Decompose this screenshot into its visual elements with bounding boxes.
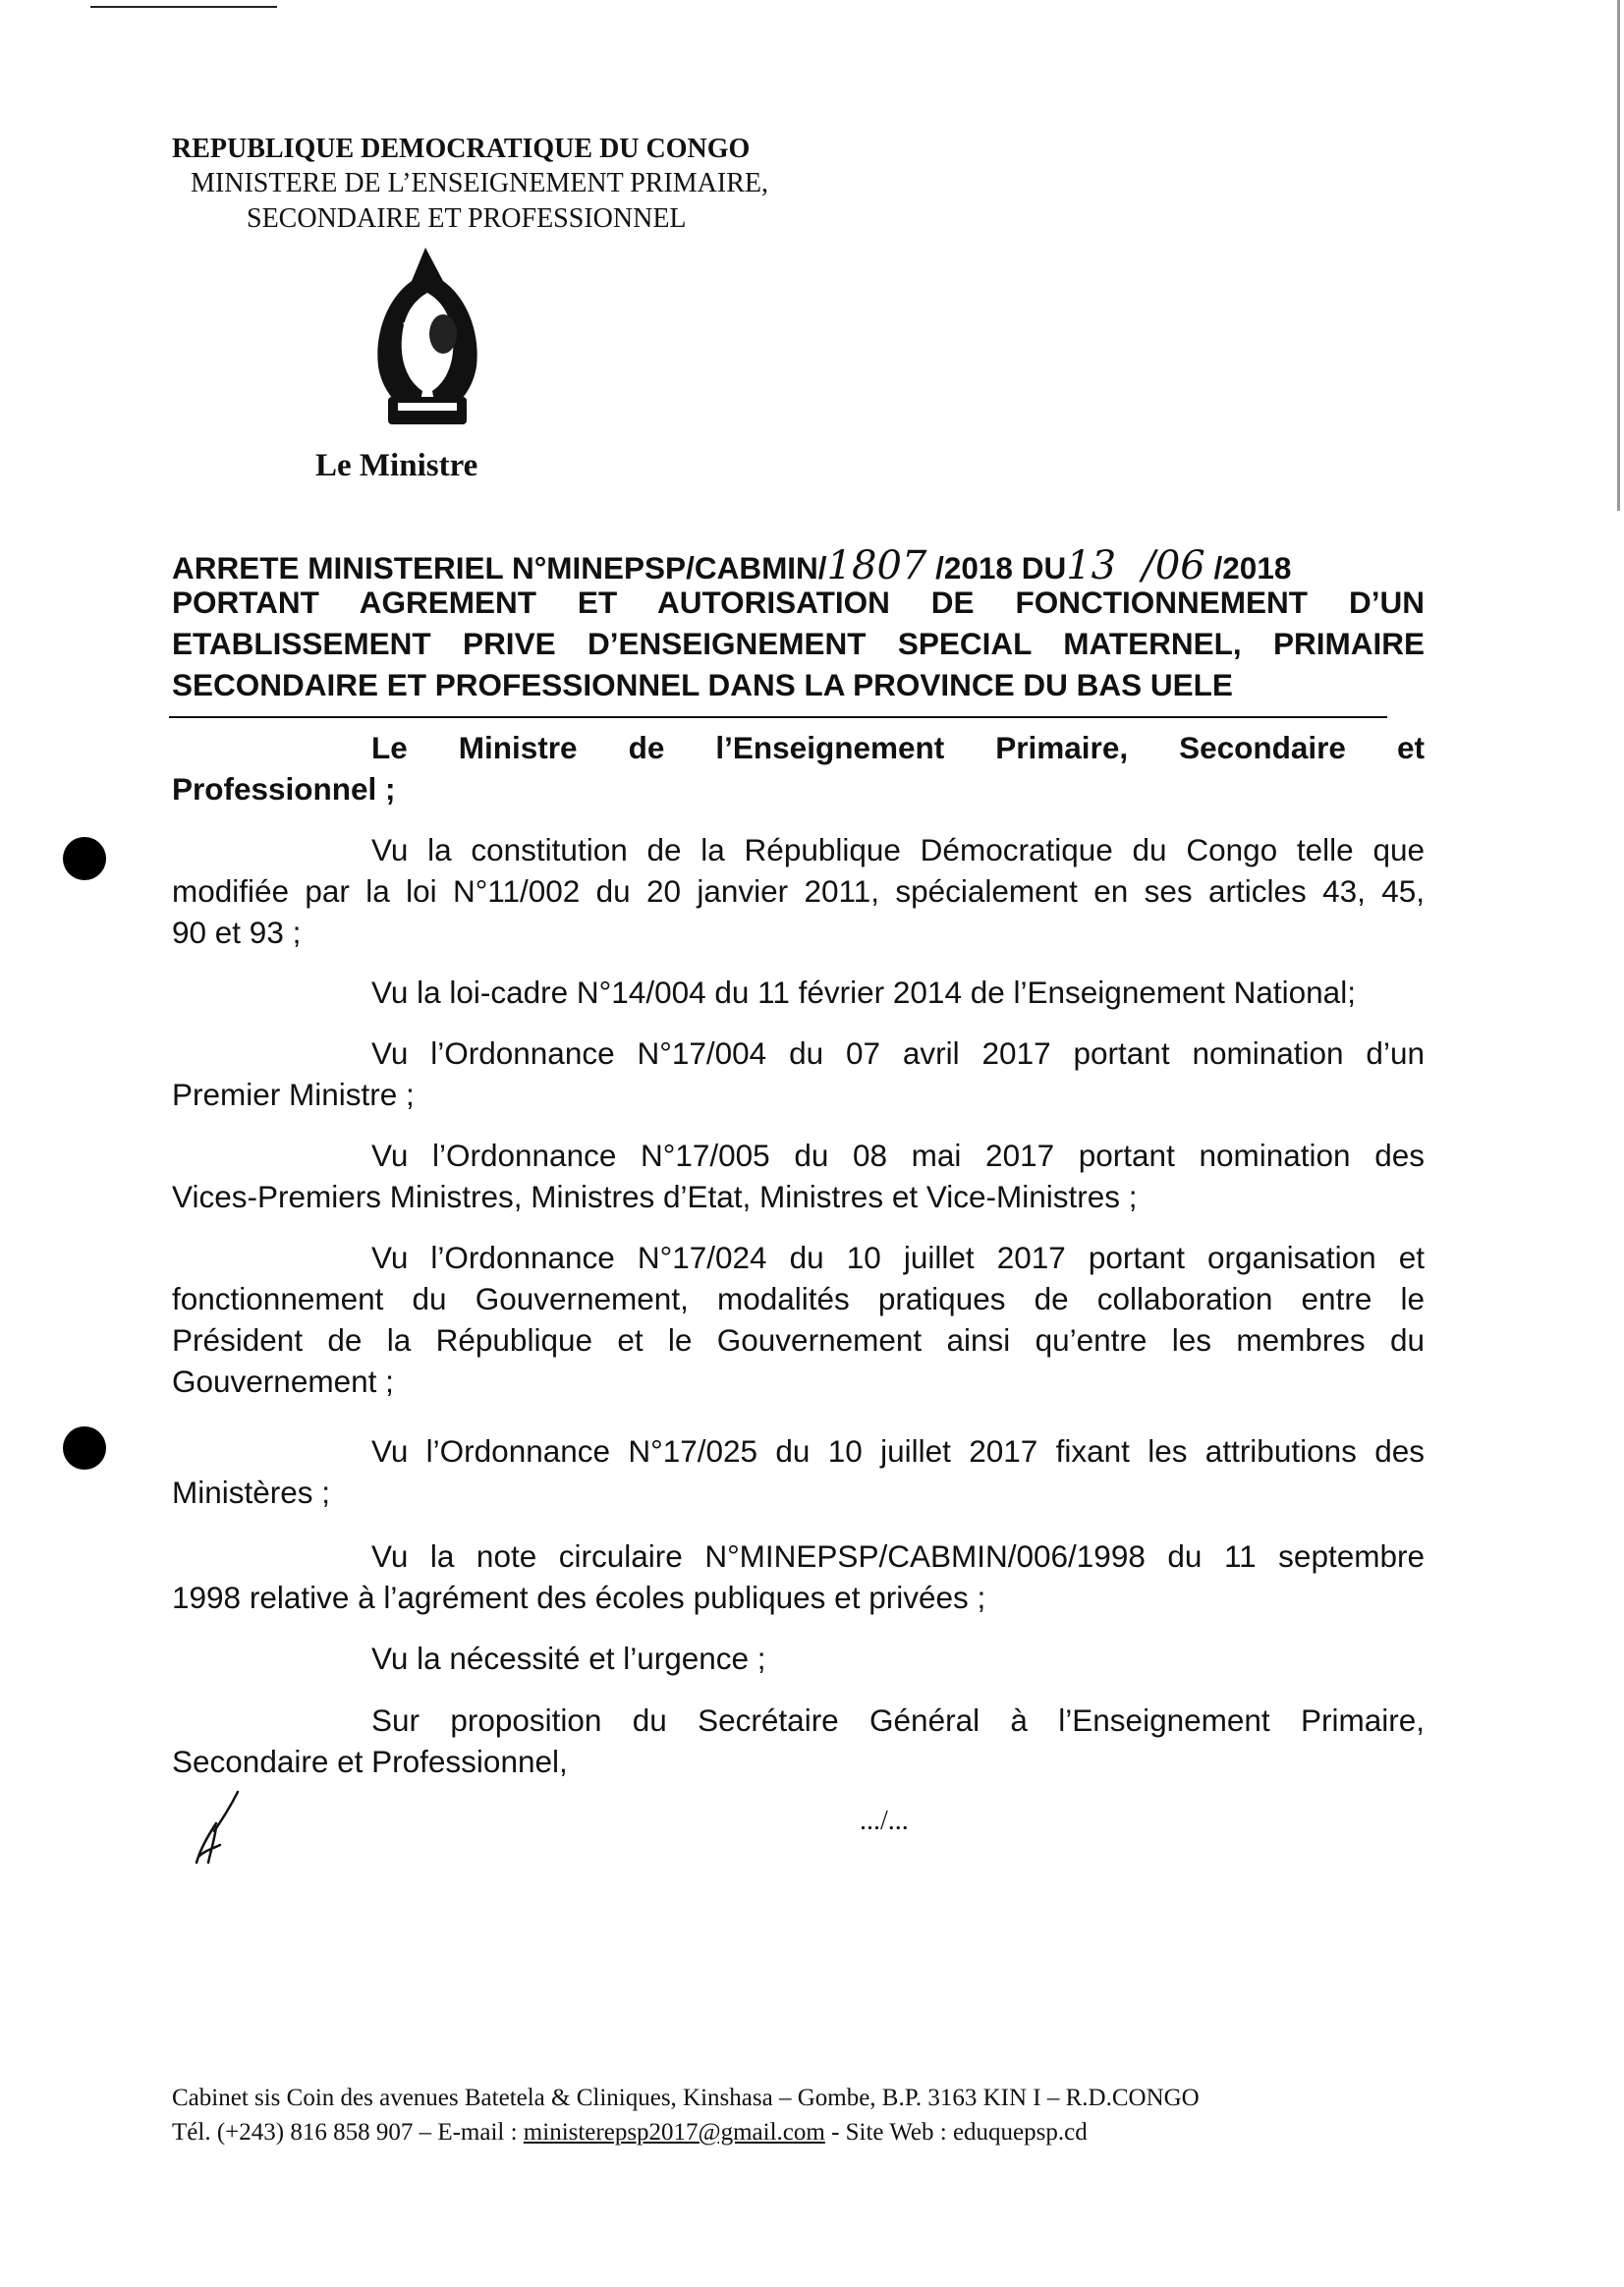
margin-dot-1 xyxy=(63,837,106,880)
ministry-line-2: SECONDAIRE ET PROFESSIONNEL xyxy=(247,203,687,234)
footer-contact xyxy=(172,2119,1088,2147)
coat-of-arms-emblem xyxy=(349,244,506,430)
decree-title-line-1 xyxy=(172,543,1291,588)
minister-statement-line-1: Le Ministre de l’Enseignement Primaire, Secondaire et xyxy=(371,730,1425,765)
recital-9-line-1: Sur proposition du Secrétaire Général à l’Enseignement Primaire, xyxy=(371,1702,1425,1738)
recital-5-line-3: Président de la République et le Gouvernement ainsi qu’entre les membres du xyxy=(172,1322,1425,1358)
recital-6-line-1: Vu l’Ordonnance N°17/025 du 10 juillet 2017 fixant les attributions des xyxy=(371,1433,1425,1469)
footer-address: Cabinet sis Coin des avenues Batetela & Cliniques, Kinshasa – Gombe, B.P. 3163 KIN I – R.D.CONGO xyxy=(172,2085,1200,2111)
footer-email-link[interactable]: ministerepsp2017@gmail.com xyxy=(523,2119,825,2146)
decree-year-du: /2018 DU xyxy=(935,550,1067,586)
decree-year: /2018 xyxy=(1213,550,1292,586)
recital-5-line-1: Vu l’Ordonnance N°17/024 du 10 juillet 2017 portant organisation et xyxy=(371,1240,1425,1275)
ministry-line-1: MINISTERE DE L’ENSEIGNEMENT PRIMAIRE, xyxy=(191,168,768,198)
recital-5-line-4: Gouvernement ; xyxy=(172,1364,394,1399)
recital-8-line-1: Vu la nécessité et l’urgence ; xyxy=(371,1641,766,1676)
title-underline xyxy=(169,716,1387,718)
decree-day-handwritten: 13 xyxy=(1066,543,1117,588)
handwritten-initials-signature xyxy=(187,1788,265,1867)
decree-month-handwritten: 06 xyxy=(1154,543,1205,588)
footer-phone: Tél. (+243) 816 858 907 – E-mail : xyxy=(172,2119,524,2146)
decree-title-line-4: SECONDAIRE ET PROFESSIONNEL DANS LA PROVINCE DU BAS UELE xyxy=(172,667,1233,702)
recital-4-line-1: Vu l’Ordonnance N°17/005 du 08 mai 2017 portant nomination des xyxy=(371,1138,1425,1173)
recital-9-line-2: Secondaire et Professionnel, xyxy=(172,1744,568,1779)
minister-heading: Le Ministre xyxy=(315,448,478,483)
recital-5-line-2: fonctionnement du Gouvernement, modalités pratiques de collaboration entre le xyxy=(172,1281,1425,1316)
recital-3-line-2: Premier Ministre ; xyxy=(172,1077,415,1112)
recital-1-line-3: 90 et 93 ; xyxy=(172,915,302,950)
scan-border-right xyxy=(1617,0,1620,511)
recital-6-line-2: Ministères ; xyxy=(172,1475,331,1510)
margin-dot-2 xyxy=(63,1426,106,1470)
decree-prefix: ARRETE MINISTERIEL N°MINEPSP/CABMIN/ xyxy=(172,550,827,586)
recital-7-line-1: Vu la note circulaire N°MINEPSP/CABMIN/006/1998 du 11 septembre xyxy=(371,1538,1425,1574)
recital-7-line-2: 1998 relative à l’agrément des écoles publiques et privées ; xyxy=(172,1580,986,1615)
decree-slash: / xyxy=(1142,543,1155,588)
recital-1-line-2: modifiée par la loi N°11/002 du 20 janvier 2011, spécialement en ses articles 43, 45, xyxy=(172,873,1425,909)
recital-3-line-1: Vu l’Ordonnance N°17/004 du 07 avril 2017 portant nomination d’un xyxy=(371,1035,1425,1071)
continued-marker: .../... xyxy=(860,1806,909,1836)
decree-title-line-3: ETABLISSEMENT PRIVE D’ENSEIGNEMENT SPECIAL MATERNEL, PRIMAIRE xyxy=(172,626,1425,661)
country-name: REPUBLIQUE DEMOCRATIQUE DU CONGO xyxy=(172,134,751,164)
recital-1-line-1: Vu la constitution de la République Démocratique du Congo telle que xyxy=(371,832,1425,867)
minister-statement-line-2: Professionnel ; xyxy=(172,771,396,807)
decree-title-line-2: PORTANT AGREMENT ET AUTORISATION DE FONCTIONNEMENT D’UN xyxy=(172,585,1425,620)
scan-mark-top xyxy=(90,6,277,8)
decree-number-handwritten: 1807 xyxy=(826,543,927,588)
footer-website: - Site Web : eduquepsp.cd xyxy=(824,2119,1088,2146)
recital-4-line-2: Vices-Premiers Ministres, Ministres d’Etat, Ministres et Vice-Ministres ; xyxy=(172,1179,1138,1214)
recital-2-line-1: Vu la loi-cadre N°14/004 du 11 février 2014 de l’Enseignement National; xyxy=(371,975,1356,1010)
